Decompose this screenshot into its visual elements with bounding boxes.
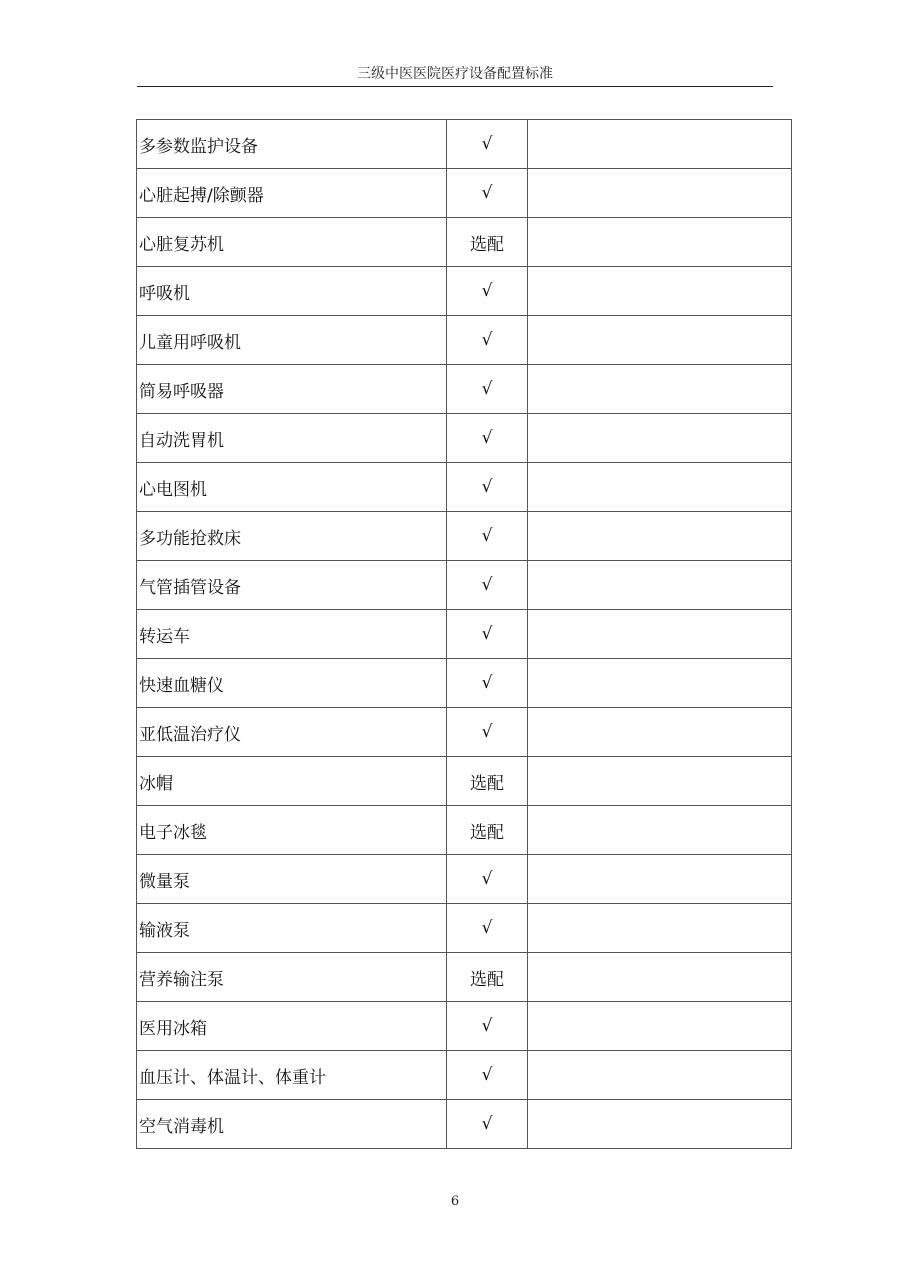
config-status-cell: √ bbox=[447, 855, 527, 904]
table-row bbox=[137, 757, 792, 806]
equipment-name-cell: 电子冰毯 bbox=[137, 806, 447, 855]
config-status-cell: √ bbox=[447, 365, 527, 414]
table-row bbox=[137, 512, 792, 561]
config-status-cell: 选配 bbox=[447, 953, 527, 1002]
config-status-cell: √ bbox=[447, 414, 527, 463]
equipment-name-cell: 医用冰箱 bbox=[137, 1002, 447, 1051]
note-cell bbox=[527, 561, 791, 610]
equipment-table-body bbox=[137, 120, 792, 1149]
note-cell bbox=[527, 1100, 791, 1149]
note-cell bbox=[527, 659, 791, 708]
config-status-cell: √ bbox=[447, 610, 527, 659]
equipment-name-cell: 心脏起搏/除颤器 bbox=[137, 169, 447, 218]
equipment-name-cell: 血压计、体温计、体重计 bbox=[137, 1051, 447, 1100]
table-row bbox=[137, 316, 792, 365]
config-status-cell: 选配 bbox=[447, 757, 527, 806]
note-cell bbox=[527, 953, 791, 1002]
config-status-cell: √ bbox=[447, 904, 527, 953]
table-row bbox=[137, 1002, 792, 1051]
table-row bbox=[137, 806, 792, 855]
note-cell bbox=[527, 855, 791, 904]
page-header-title: 三级中医医院医疗设备配置标准 bbox=[357, 66, 553, 82]
note-cell bbox=[527, 218, 791, 267]
table-row bbox=[137, 561, 792, 610]
table-row bbox=[137, 169, 792, 218]
table-row bbox=[137, 414, 792, 463]
config-status-cell: √ bbox=[447, 512, 527, 561]
note-cell bbox=[527, 806, 791, 855]
config-status-cell: 选配 bbox=[447, 806, 527, 855]
table-row bbox=[137, 1051, 792, 1100]
equipment-table bbox=[136, 119, 792, 1149]
equipment-name-cell: 亚低温治疗仪 bbox=[137, 708, 447, 757]
equipment-name-cell: 气管插管设备 bbox=[137, 561, 447, 610]
config-status-cell: √ bbox=[447, 169, 527, 218]
page-header bbox=[137, 62, 773, 87]
config-status-cell: √ bbox=[447, 316, 527, 365]
note-cell bbox=[527, 1002, 791, 1051]
config-status-cell: √ bbox=[447, 659, 527, 708]
note-cell bbox=[527, 120, 791, 169]
note-cell bbox=[527, 365, 791, 414]
note-cell bbox=[527, 512, 791, 561]
table-row bbox=[137, 267, 792, 316]
table-row bbox=[137, 904, 792, 953]
equipment-name-cell: 呼吸机 bbox=[137, 267, 447, 316]
config-status-cell: 选配 bbox=[447, 218, 527, 267]
config-status-cell: √ bbox=[447, 708, 527, 757]
config-status-cell: √ bbox=[447, 561, 527, 610]
config-status-cell: √ bbox=[447, 1002, 527, 1051]
config-status-cell: √ bbox=[447, 120, 527, 169]
table-row bbox=[137, 708, 792, 757]
equipment-name-cell: 空气消毒机 bbox=[137, 1100, 447, 1149]
page-number: 6 bbox=[450, 1194, 460, 1209]
note-cell bbox=[527, 1051, 791, 1100]
config-status-cell: √ bbox=[447, 463, 527, 512]
table-row bbox=[137, 463, 792, 512]
table-row bbox=[137, 953, 792, 1002]
equipment-name-cell: 微量泵 bbox=[137, 855, 447, 904]
note-cell bbox=[527, 316, 791, 365]
equipment-name-cell: 冰帽 bbox=[137, 757, 447, 806]
config-status-cell: √ bbox=[447, 1100, 527, 1149]
note-cell bbox=[527, 463, 791, 512]
equipment-name-cell: 快速血糖仪 bbox=[137, 659, 447, 708]
equipment-name-cell: 营养输注泵 bbox=[137, 953, 447, 1002]
note-cell bbox=[527, 904, 791, 953]
equipment-name-cell: 输液泵 bbox=[137, 904, 447, 953]
equipment-name-cell: 多参数监护设备 bbox=[137, 120, 447, 169]
note-cell bbox=[527, 757, 791, 806]
table-row bbox=[137, 610, 792, 659]
equipment-name-cell: 简易呼吸器 bbox=[137, 365, 447, 414]
table-row bbox=[137, 659, 792, 708]
equipment-name-cell: 自动洗胃机 bbox=[137, 414, 447, 463]
table-row bbox=[137, 855, 792, 904]
equipment-name-cell: 心脏复苏机 bbox=[137, 218, 447, 267]
table-row bbox=[137, 1100, 792, 1149]
table-row bbox=[137, 365, 792, 414]
equipment-name-cell: 心电图机 bbox=[137, 463, 447, 512]
note-cell bbox=[527, 267, 791, 316]
equipment-name-cell: 儿童用呼吸机 bbox=[137, 316, 447, 365]
table-row bbox=[137, 120, 792, 169]
note-cell bbox=[527, 414, 791, 463]
note-cell bbox=[527, 169, 791, 218]
note-cell bbox=[527, 708, 791, 757]
config-status-cell: √ bbox=[447, 1051, 527, 1100]
note-cell bbox=[527, 610, 791, 659]
equipment-name-cell: 转运车 bbox=[137, 610, 447, 659]
config-status-cell: √ bbox=[447, 267, 527, 316]
table-row bbox=[137, 218, 792, 267]
equipment-name-cell: 多功能抢救床 bbox=[137, 512, 447, 561]
